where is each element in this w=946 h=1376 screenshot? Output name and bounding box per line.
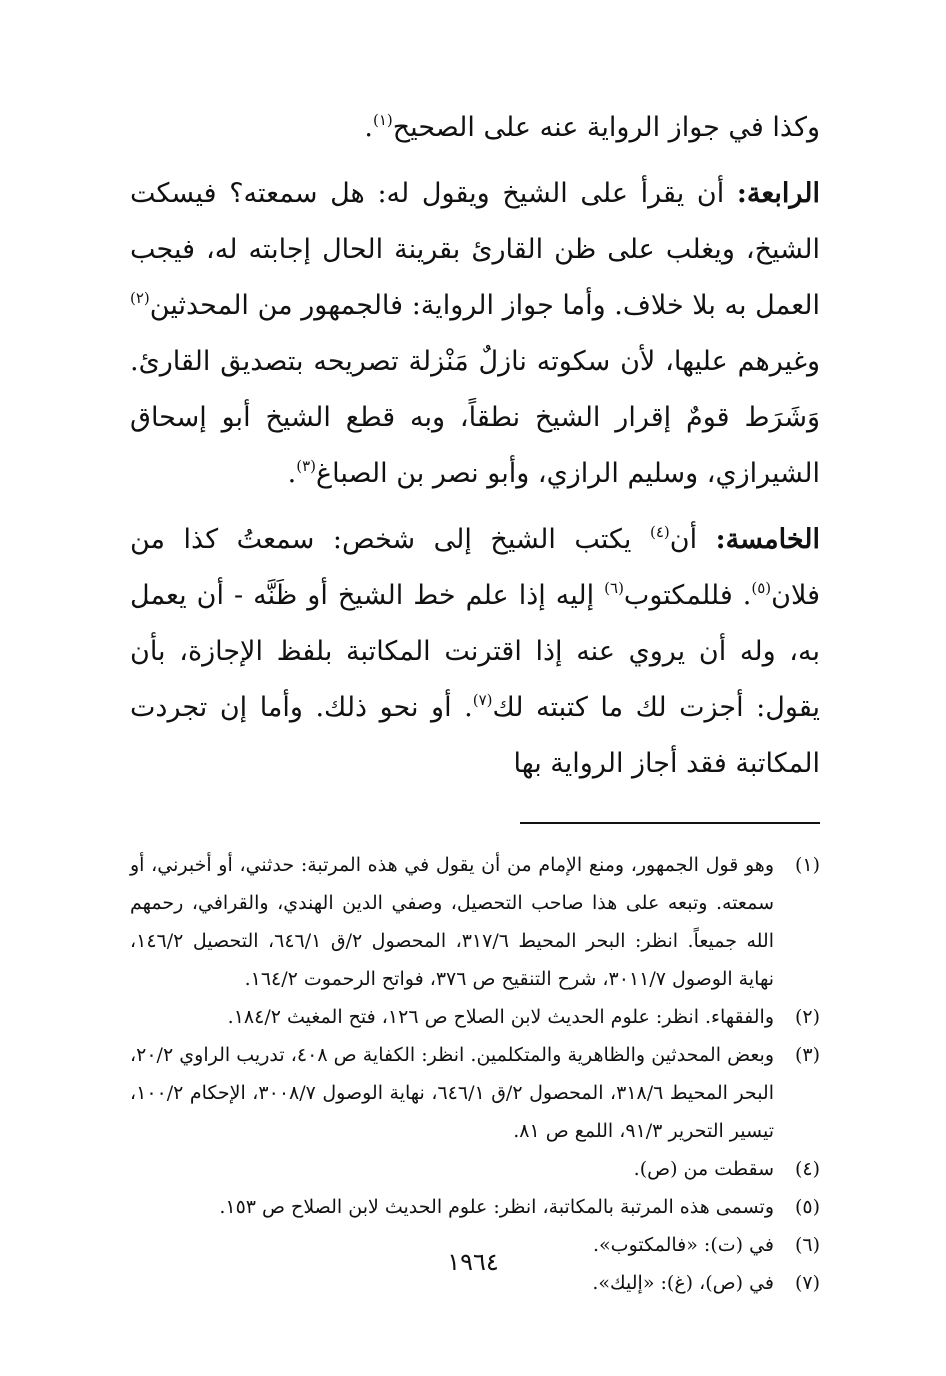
- footnote-number: (٧): [794, 1272, 820, 1294]
- footnote-marker[interactable]: (٧): [472, 691, 493, 709]
- section-label: الخامسة:: [715, 524, 821, 555]
- footnote-number: (٣): [794, 1044, 820, 1066]
- footnote-number: (١): [794, 854, 820, 876]
- paragraph-fifth-rank: الخامسة: أن$^{(٤)}$ يكتب الشيخ إلى شخص: سمعتُ كذا من فلان$^{(٥)}$. فللمكتوب$^{(٦)}$ إليه إذا علم خط الشيخ أو ظَنَّه - أن يعمل به، وله أن يروي عنه إذا اقترنت المكاتبة بلفظ الإجازة، بأن يقول: أجزت لك ما كتبته لك$^{(٧)}$. أو نحو ذلك. وأما إن تجردت المكاتبة فقد أجاز الرواية بها: [130, 523, 821, 779]
- footnote-text: في (ت): «فالمكتوب».: [593, 1234, 774, 1256]
- footnote-item: [130, 1150, 820, 1188]
- footnote-marker[interactable]: (٥): [751, 579, 772, 597]
- main-text: [130, 100, 820, 792]
- footnotes: [130, 846, 820, 1302]
- footnote-number: (٢): [794, 1006, 820, 1028]
- paragraph-text: وكذا في جواز الرواية عنه على الصحيح: [392, 112, 820, 143]
- footnote-marker[interactable]: (١): [372, 111, 393, 129]
- footnote-number: (٦): [794, 1234, 820, 1256]
- footnote-item: [130, 998, 820, 1036]
- footnote-marker[interactable]: (٦): [604, 579, 624, 597]
- footnote-marker[interactable]: (٤): [649, 523, 670, 541]
- footnote-text: في (ص)، (غ): «إليك».: [592, 1272, 774, 1294]
- footnote-text: والفقهاء. انظر: علوم الحديث لابن الصلاح ص ١٢٦، فتح المغيث ١٨٤/٢.: [227, 1006, 774, 1028]
- footnote-divider: [520, 822, 820, 824]
- footnote-item: [130, 1036, 820, 1150]
- footnote-number: (٤): [794, 1158, 820, 1180]
- page-number: ١٩٦٤: [447, 1248, 499, 1276]
- section-label: الرابعة:: [736, 178, 820, 209]
- footnote-marker[interactable]: (٢): [130, 289, 150, 307]
- footnote-number: (٥): [794, 1196, 820, 1218]
- footnote-text: وبعض المحدثين والظاهرية والمتكلمين. انظر: الكفاية ص ٤٠٨، تدريب الراوي ٢٠/٢، البحر المحيط ٣١٨/٦، المحصول ٢/ق ٦٤٦/١، نهاية الوصول ٣٠٠٨/٧، الإحكام ١٠٠/٢، تيسير التحرير ٩١/٣، اللمع ص ٨١.: [130, 1044, 775, 1142]
- paragraph-1: وكذا في جواز الرواية عنه على الصحيح$^{(١)}$.: [364, 111, 820, 143]
- footnote-text: وتسمى هذه المرتبة بالمكاتبة، انظر: علوم الحديث لابن الصلاح ص ١٥٣.: [219, 1196, 774, 1218]
- paragraph-fourth-rank: الرابعة: أن يقرأ على الشيخ ويقول له: هل سمعته؟ فيسكت الشيخ، ويغلب على ظن القارئ بقرينة الحال إجابته له، فيجب العمل به بلا خلاف. وأما جواز الرواية: فالجمهور من المحدثين$^{(٢)}$ وغيرهم عليها، لأن سكوته نازلٌ مَنْزلة تصريحه بتصديق القارئ. وَشَرَط قومٌ إقرار الشيخ نطقاً، وبه قطع الشيخ أبو إسحاق الشيرازي، وسليم الرازي، وأبو نصر بن الصباغ$^{(٣)}$.: [130, 178, 820, 489]
- footnote-text: سقطت من (ص).: [633, 1158, 774, 1180]
- footnote-marker[interactable]: (٣): [296, 457, 316, 475]
- footnote-text: وهو قول الجمهور، ومنع الإمام من أن يقول في هذه المرتبة: حدثني، أو أخبرني، أو سمعته. وتبعه على هذا صاحب التحصيل، وصفي الدين الهندي، والقرافي، رحمهم الله جميعاً. انظر: البحر المحيط ٣١٧/٦، المحصول ٢/ق ٦٤٦/١، التحصيل ١٤٦/٢، نهاية الوصول ٣٠١١/٧، شرح التنقيح ص ٣٧٦، فواتح الرحموت ١٦٤/٢.: [130, 854, 774, 990]
- page-body: [130, 100, 820, 1302]
- footnote-item: [130, 846, 820, 998]
- footnote-item: [130, 1188, 820, 1226]
